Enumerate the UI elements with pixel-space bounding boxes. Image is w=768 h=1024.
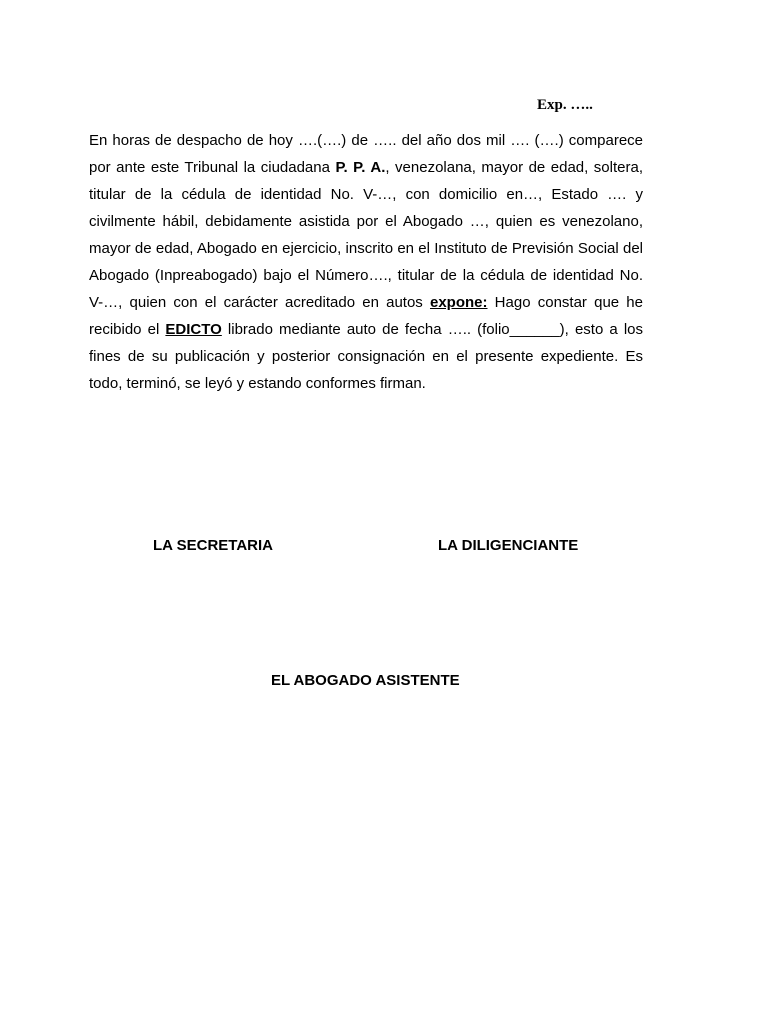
citizen-name: P. P. A.	[335, 159, 386, 176]
signature-diligenciante: LA DILIGENCIANTE	[438, 537, 579, 554]
edicto-label: EDICTO	[165, 321, 222, 338]
paragraph-text-2: , venezolana, mayor de edad, soltera, titular de la cédula de identidad No. V-…, con domicilio en…, Estado …. y civilmente hábil, debidamente asistida por el Abogado …, quien es venezolano, mayor de edad, Abogado en ejercicio, inscrito en el Instituto de Previsión Social del Abogado (Inpreabogado) bajo el Número…., titular de la cédula de identidad No. V-…, quien con el carácter acreditado en autos	[89, 159, 643, 311]
expediente-number: Exp. …..	[537, 97, 593, 113]
expone-label: expone:	[429, 294, 488, 311]
signature-abogado-asistente: EL ABOGADO ASISTENTE	[271, 672, 460, 689]
paragraph-text-1: En horas de despacho de hoy ….(….) de ….. del año dos mil …. (….) comparece por ante este Tribunal la ciudadana	[89, 132, 643, 176]
paragraph-text-4: librado mediante auto de fecha ….. (folio______), esto a los fines de su publicación y posterior consignación en el presente expediente. Es todo, terminó, se leyó y estando conformes firman.	[89, 321, 643, 392]
paragraph-text-3: Hago constar que he recibido el	[89, 294, 643, 338]
signature-secretaria: LA SECRETARIA	[153, 537, 273, 554]
body-paragraph	[89, 127, 643, 397]
